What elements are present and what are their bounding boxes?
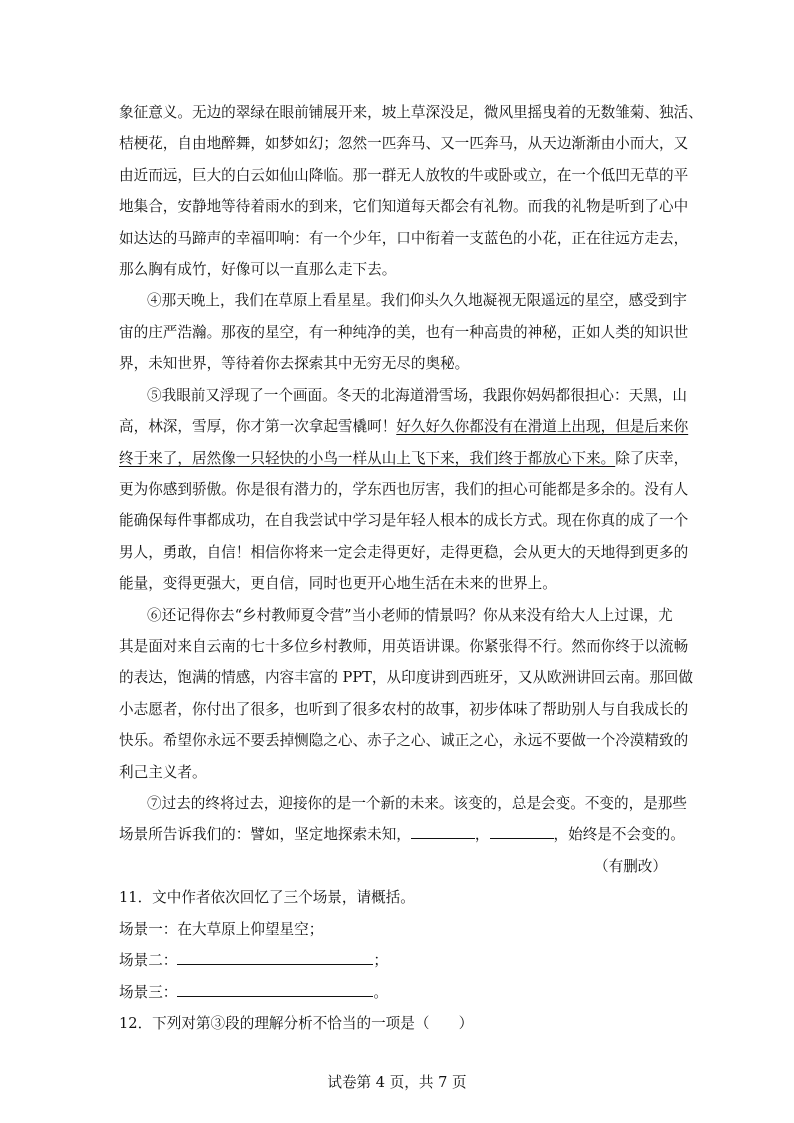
scene-2-line bbox=[119, 951, 388, 971]
text-line: 地集合，安静地等待着雨水的到来，它们知道每天都会有礼物。而我的礼物是听到了心中 bbox=[119, 198, 689, 215]
question-stem: 11．文中作者依次回忆了三个场景，请概括。 bbox=[119, 889, 415, 906]
text-line: ④那天晚上，我们在草原上看星星。我们仰头久久地凝视无限遥远的星空，感受到宇 bbox=[147, 292, 687, 309]
text-line: 那么胸有成竹，好像可以一直那么走下去。 bbox=[119, 261, 397, 278]
text-span: 除了庆幸， bbox=[615, 450, 689, 467]
scene-3-line bbox=[119, 983, 388, 1003]
text-line: 如达达的马蹄声的幸福叩响：有一个少年，口中衔着一支蓝色的小花，正在往远方走去， bbox=[119, 230, 689, 247]
underlined-sentence: 终于来了，居然像一只轻快的小鸟一样从山上飞下来，我们终于都放心下来。 bbox=[119, 450, 616, 467]
scene-2-blank[interactable] bbox=[177, 952, 373, 965]
text-span: ， bbox=[474, 826, 490, 843]
text-line: 男人，勇敢，自信！相信你将来一定会走得更好，走得更稳，会从更大的天地得到更多的 bbox=[119, 544, 689, 561]
scene-2-label: 场景二： bbox=[119, 952, 178, 969]
text-line bbox=[119, 825, 685, 845]
text-line: 能确保每件事都成功，在自我尝试中学习是年轻人根本的成长方式。现在你真的成了一个 bbox=[119, 512, 689, 529]
text-line: 由近而远，巨大的白云如仙山降临。那一群无人放牧的牛或卧或立，在一个低凹无草的平 bbox=[119, 167, 689, 184]
text-span: 。 bbox=[373, 984, 388, 1001]
text-span: 场景所告诉我们的：譬如，坚定地探索未知， bbox=[119, 826, 411, 843]
text-line: ⑥还记得你去“乡村教师夏令营”当小老师的情景吗？你从来没有给大人上过课，尤 bbox=[147, 607, 673, 624]
scene-3-blank[interactable] bbox=[177, 984, 373, 997]
text-line: 宙的庄严浩瀚。那夜的星空，有一种纯净的美，也有一种高贵的神秘，正如人类的知识世 bbox=[119, 324, 689, 341]
text-line: 小志愿者，你付出了很多，也听到了很多农村的故事，初步体味了帮助别人与自我成长的 bbox=[119, 701, 689, 718]
text-span: ； bbox=[373, 952, 388, 969]
question-stem: 12．下列对第③段的理解分析不恰当的一项是（ ） bbox=[119, 1015, 474, 1032]
answer-blank-2[interactable] bbox=[490, 826, 554, 839]
text-line: 界，未知世界，等待着你去探索其中无穷无尽的奥秘。 bbox=[119, 355, 470, 372]
text-line: 其是面对来自云南的七十多位乡村教师，用英语讲课。你紧张得不行。然而你终于以流畅 bbox=[119, 638, 689, 655]
text-line bbox=[119, 417, 688, 437]
text-line: 象征意义。无边的翠绿在眼前铺展开来，坡上草深没足，微风里摇曳着的无数雏菊、独活、 bbox=[119, 104, 703, 121]
text-line: 能量，变得更强大，更自信，同时也更开心地生活在未来的世界上。 bbox=[119, 575, 557, 592]
text-line: 桔梗花，自由地醉舞，如梦如幻；忽然一匹奔马、又一匹奔马，从天边渐渐由小而大，又 bbox=[119, 135, 689, 152]
text-line: 快乐。希望你永远不要丢掉恻隐之心、赤子之心、诚正之心，永远不要做一个冷漠精致的 bbox=[119, 732, 689, 749]
text-span: ，始终是不会变的。 bbox=[553, 826, 685, 843]
text-line: ⑦过去的终将过去，迎接你的是一个新的未来。该变的，总是会变。不变的，是那些 bbox=[147, 795, 687, 812]
answer-blank-1[interactable] bbox=[411, 826, 475, 839]
text-line: ⑤我眼前又浮现了一个画面。冬天的北海道滑雪场，我跟你妈妈都很担心：天黑，山 bbox=[147, 387, 687, 404]
scene-3-label: 场景三： bbox=[119, 984, 178, 1001]
text-line: 的表达，饱满的情感，内容丰富的 PPT，从印度讲到西班牙，又从欧洲讲回云南。那回做 bbox=[119, 669, 693, 686]
text-line: 利己主义者。 bbox=[119, 764, 207, 781]
source-note: （有删改） bbox=[594, 858, 667, 875]
text-line: 更为你感到骄傲。你是很有潜力的，学东西也厉害，我们的担心可能都是多余的。没有人 bbox=[119, 481, 689, 498]
underlined-sentence: 好久好久你都没有在滑道上出现，但是后来你 bbox=[396, 418, 689, 435]
scene-1-answer: 场景一：在大草原上仰望星空； bbox=[119, 921, 324, 938]
page-footer: 试卷第 4 页，共 7 页 bbox=[327, 1074, 467, 1091]
text-line bbox=[119, 449, 688, 469]
text-span: 高，林深，雪厚，你才第一次拿起雪橇呵！ bbox=[119, 418, 397, 435]
